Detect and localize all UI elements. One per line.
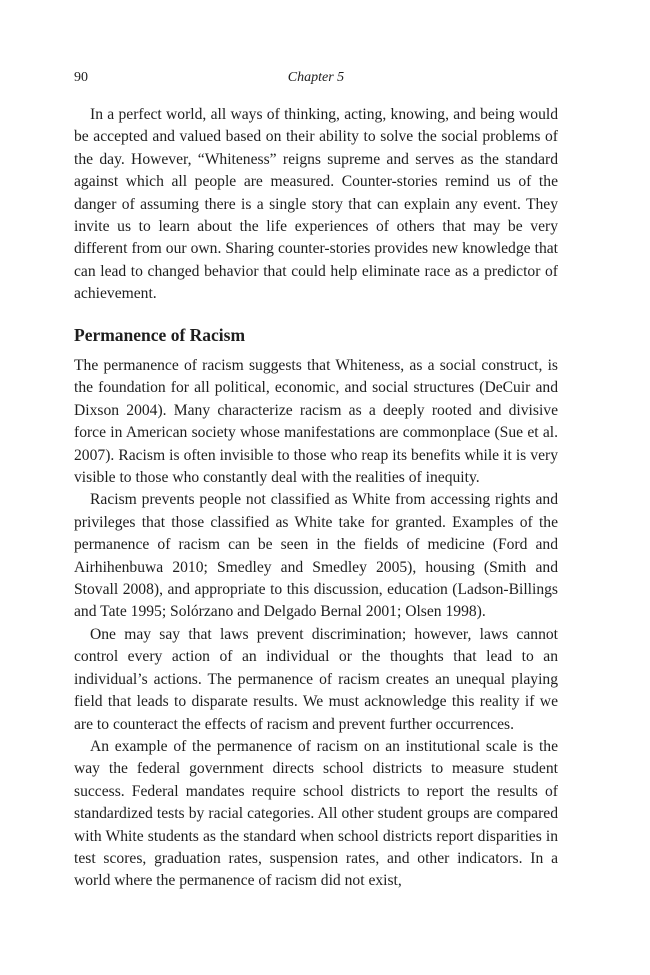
section-paragraph-1: The permanence of racism suggests that Whiteness, as a social construct, is the foundation for all political, economic, and social structures (DeCuir and Dixson 2004). Many characterize racism as a deeply rooted and divisive force in American society whose manifestations are commonplace (Sue et al. 2007). Racism is often invisible to those who reap its benefits while it is very visible to those who constantly deal with the realities of inequity.	[74, 357, 558, 487]
section-heading: Permanence of Racism	[74, 325, 246, 345]
section-paragraph-3: One may say that laws prevent discrimination; however, laws cannot control every action of an individual or the thoughts that lead to an individual’s actions. The permanence of racism creates an unequal playing field that leads to disparate results. We must acknowledge this reality if we are to counteract the effects of racism and prevent further occurrences.	[74, 625, 558, 733]
section-paragraph-4: An example of the permanence of racism on an institutional scale is the way the federal government directs school districts to measure student success. Federal mandates require school districts to report the results of standardized tests by racial categories. All other student groups are compared with White students as the standard when school districts report disparities in test scores, graduation rates, suspension rates, and other indicators. In a world where the permanence of racism did not exist,	[74, 737, 558, 890]
section-paragraph-2: Racism prevents people not classified as White from accessing rights and privileges that those classified as White take for granted. Examples of the permanence of racism can be seen in the fields of medicine (Ford and Airhihenbuwa 2010; Smedley and Smedley 2005), housing (Smith and Stovall 2008), and appropriate to this discussion, education (Ladson-Billings and Tate 1995; Solórzano and Delgado Bernal 2001; Olsen 1998).	[74, 491, 558, 621]
section-text-block	[74, 355, 558, 893]
page-number: 90	[74, 70, 88, 85]
intro-text-block	[74, 104, 558, 306]
running-head	[74, 68, 558, 88]
chapter-title: Chapter 5	[287, 70, 345, 85]
intro-paragraph: In a perfect world, all ways of thinking, acting, knowing, and being would be accepted and valued based on their ability to solve the social problems of the day. However, “Whiteness” reigns supreme and serves as the standard against which all people are measured. Counter-stories remind us of the danger of assuming there is a single story that can explain any event. They invite us to learn about the life experiences of others that may be very different from our own. Sharing counter-stories provides new knowledge that can lead to changed behavior that could help eliminate race as a predictor of achievement.	[74, 106, 558, 303]
